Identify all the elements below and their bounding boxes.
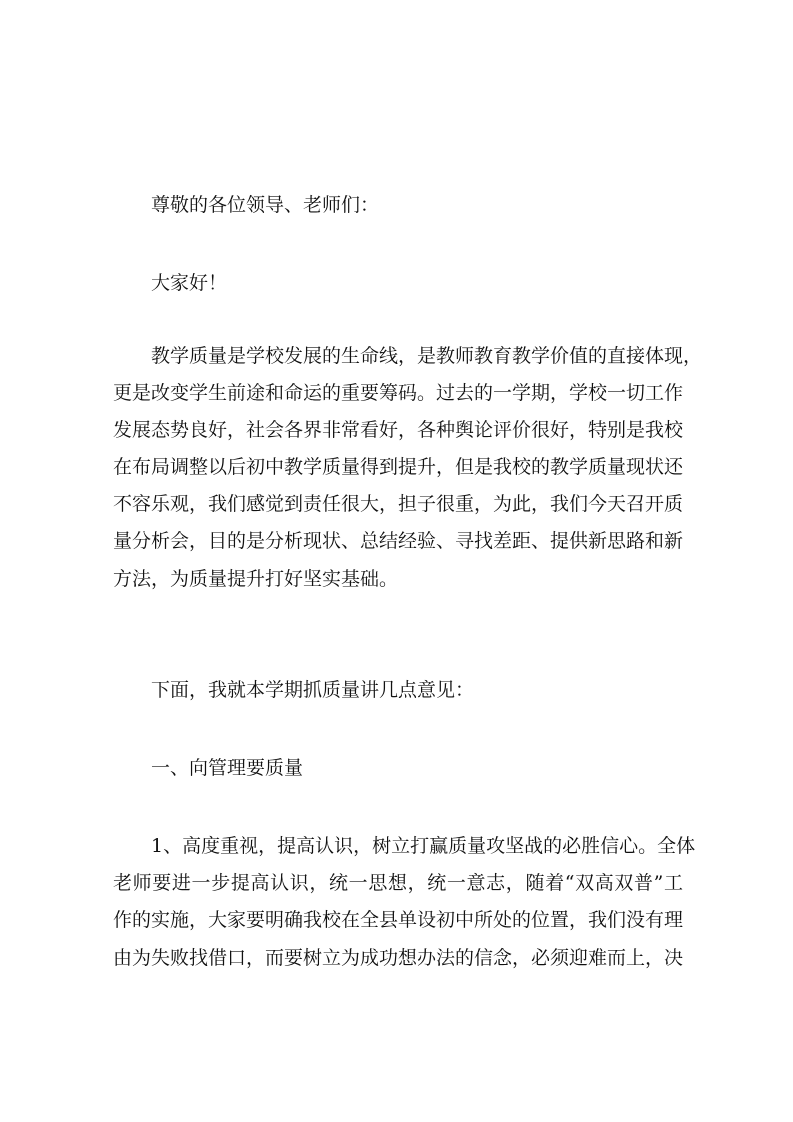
- text-line: 更是改变学生前途和命运的重要筹码。过去的一学期，学校一切工作: [113, 382, 684, 404]
- text-line: 作的实施，大家要明确我校在全县单设初中所处的位置，我们没有理: [113, 909, 684, 931]
- text-line: 方法，为质量提升打好坚实基础。: [113, 568, 399, 590]
- hello: 大家好！: [151, 272, 228, 294]
- intro: 下面，我就本学期抓质量讲几点意见：: [151, 679, 475, 701]
- text-line: 发展态势良好，社会各界非常看好，各种舆论评价很好，特别是我校: [113, 419, 684, 441]
- text-line: 1、高度重视，提高认识，树立打赢质量攻坚战的必胜信心。全体: [151, 835, 696, 857]
- text-line: 老师要进一步提高认识，统一思想，统一意志，随着“双高双普”工: [113, 872, 683, 894]
- section-heading: 一、向管理要质量: [151, 757, 304, 779]
- text-line: 由为失败找借口，而要树立为成功想办法的信念，必须迎难而上，决: [113, 947, 684, 969]
- text-line: 教学质量是学校发展的生命线，是教师教育教学价值的直接体现，: [151, 345, 703, 367]
- text-line: 不容乐观，我们感觉到责任很大，担子很重，为此，我们今天召开质: [113, 493, 684, 515]
- greeting: 尊敬的各位领导、老师们：: [151, 194, 380, 216]
- text-line: 在布局调整以后初中教学质量得到提升，但是我校的教学质量现状还: [113, 456, 684, 478]
- text-line: 量分析会，目的是分析现状、总结经验、寻找差距、提供新思路和新: [113, 530, 684, 552]
